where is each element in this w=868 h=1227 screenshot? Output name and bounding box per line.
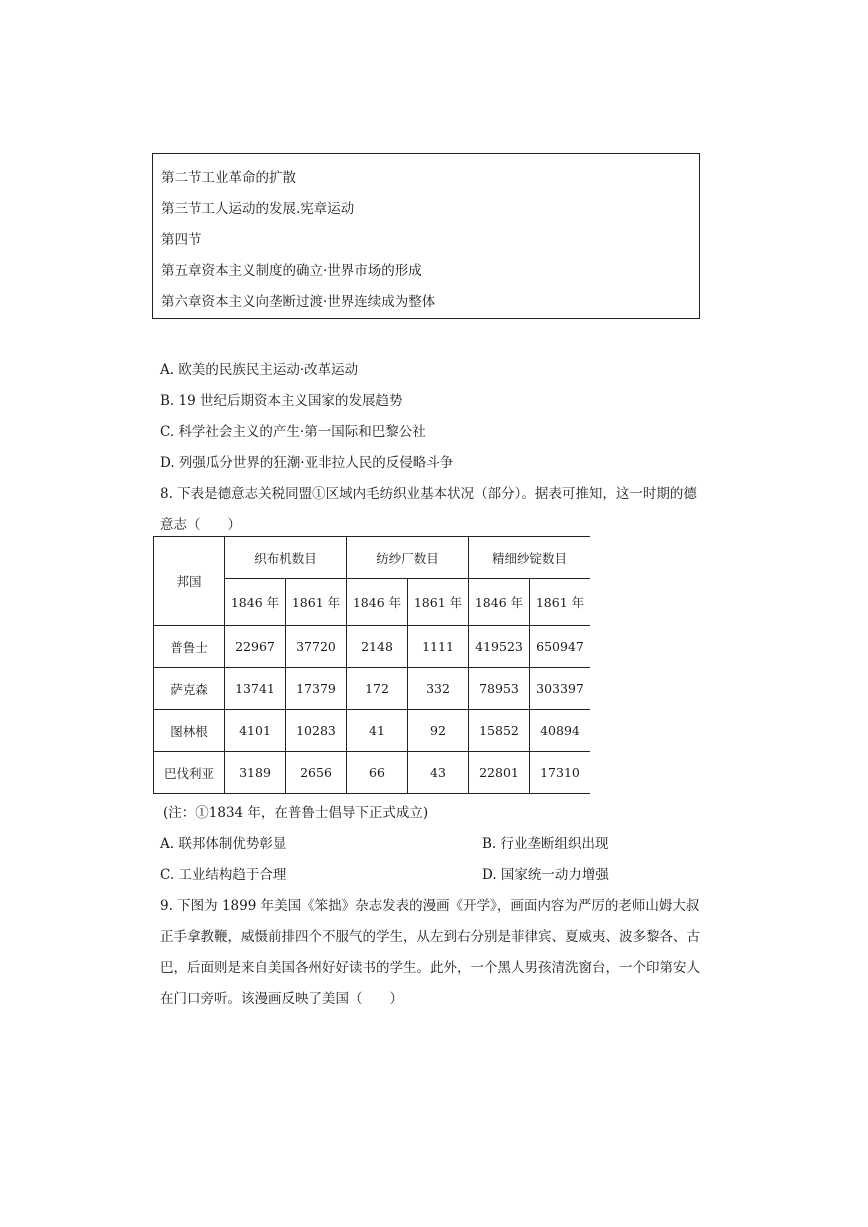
q7-option-c: C. 科学社会主义的产生·第一国际和巴黎公社: [160, 424, 426, 440]
q9-stem: 9. 下图为 1899 年美国《笨拙》杂志发表的漫画《开学》，画面内容为严厉的老师山姆大叔: [160, 898, 700, 914]
header-year: 1861 年: [286, 579, 347, 626]
state-cell: 图林根: [154, 710, 225, 752]
header-spindles: 精细纱锭数目: [469, 537, 591, 579]
value-cell: 13741: [225, 668, 286, 710]
value-cell: 172: [347, 668, 408, 710]
value-cell: 4101: [225, 710, 286, 752]
value-cell: 43: [408, 752, 469, 794]
q8-option-d: D. 国家统一动力增强: [482, 867, 609, 883]
outline-item: 第二节工业革命的扩散: [161, 170, 296, 186]
value-cell: 17310: [530, 752, 591, 794]
value-cell: 22801: [469, 752, 530, 794]
value-cell: 1111: [408, 626, 469, 668]
outline-item: 第三节工人运动的发展.宪章运动: [161, 201, 355, 217]
value-cell: 37720: [286, 626, 347, 668]
q8-stem-cont: 意志（ ）: [160, 517, 241, 533]
state-cell: 普鲁士: [154, 626, 225, 668]
q8-note: (注：①1834 年，在普鲁士倡导下正式成立): [163, 805, 429, 821]
header-year: 1846 年: [347, 579, 408, 626]
value-cell: 303397: [530, 668, 591, 710]
q7-option-b: B. 19 世纪后期资本主义国家的发展趋势: [160, 393, 403, 409]
value-cell: 419523: [469, 626, 530, 668]
table-row: [154, 626, 591, 668]
value-cell: 66: [347, 752, 408, 794]
header-year: 1861 年: [408, 579, 469, 626]
outline-box: [152, 153, 700, 319]
value-cell: 17379: [286, 668, 347, 710]
outline-item: 第四节: [161, 232, 202, 248]
value-cell: 22967: [225, 626, 286, 668]
table-row: [154, 668, 591, 710]
q7-option-a: A. 欧美的民族民主运动·改革运动: [160, 362, 359, 378]
header-year: 1846 年: [225, 579, 286, 626]
outline-item: 第六章资本主义向垄断过渡·世界连续成为整体: [161, 294, 436, 310]
value-cell: 2656: [286, 752, 347, 794]
value-cell: 92: [408, 710, 469, 752]
q8-stem: 8. 下表是德意志关税同盟①区域内毛纺织业基本状况（部分）。据表可推知，这一时期的德: [160, 486, 697, 502]
outline-item: 第五章资本主义制度的确立·世界市场的形成: [161, 263, 422, 279]
q9-stem-cont: 在门口旁听。该漫画反映了美国（ ）: [160, 991, 403, 1007]
value-cell: 41: [347, 710, 408, 752]
header-looms: 织布机数目: [225, 537, 347, 579]
q9-stem-cont: 巴，后面则是来自美国各州好好读书的学生。此外，一个黑人男孩清洗窗台，一个印第安人: [160, 960, 700, 976]
table-row: [154, 710, 591, 752]
state-cell: 萨克森: [154, 668, 225, 710]
value-cell: 15852: [469, 710, 530, 752]
header-state: 邦国: [154, 537, 225, 626]
header-mills: 纺纱厂数目: [347, 537, 469, 579]
q8-option-c: C. 工业结构趋于合理: [160, 867, 287, 883]
q9-stem-cont: 正手拿教鞭，威慑前排四个不服气的学生，从左到右分别是菲律宾、夏威夷、波多黎各、古: [160, 929, 700, 945]
q7-option-d: D. 列强瓜分世界的狂潮·亚非拉人民的反侵略斗争: [160, 455, 454, 471]
header-year: 1861 年: [530, 579, 591, 626]
textile-table: [153, 536, 590, 794]
value-cell: 650947: [530, 626, 591, 668]
header-year: 1846 年: [469, 579, 530, 626]
value-cell: 10283: [286, 710, 347, 752]
q8-option-a: A. 联邦体制优势彰显: [160, 836, 287, 852]
table-row: [154, 752, 591, 794]
value-cell: 78953: [469, 668, 530, 710]
q8-option-b: B. 行业垄断组织出现: [482, 836, 609, 852]
value-cell: 2148: [347, 626, 408, 668]
state-cell: 巴伐利亚: [154, 752, 225, 794]
value-cell: 332: [408, 668, 469, 710]
value-cell: 3189: [225, 752, 286, 794]
value-cell: 40894: [530, 710, 591, 752]
